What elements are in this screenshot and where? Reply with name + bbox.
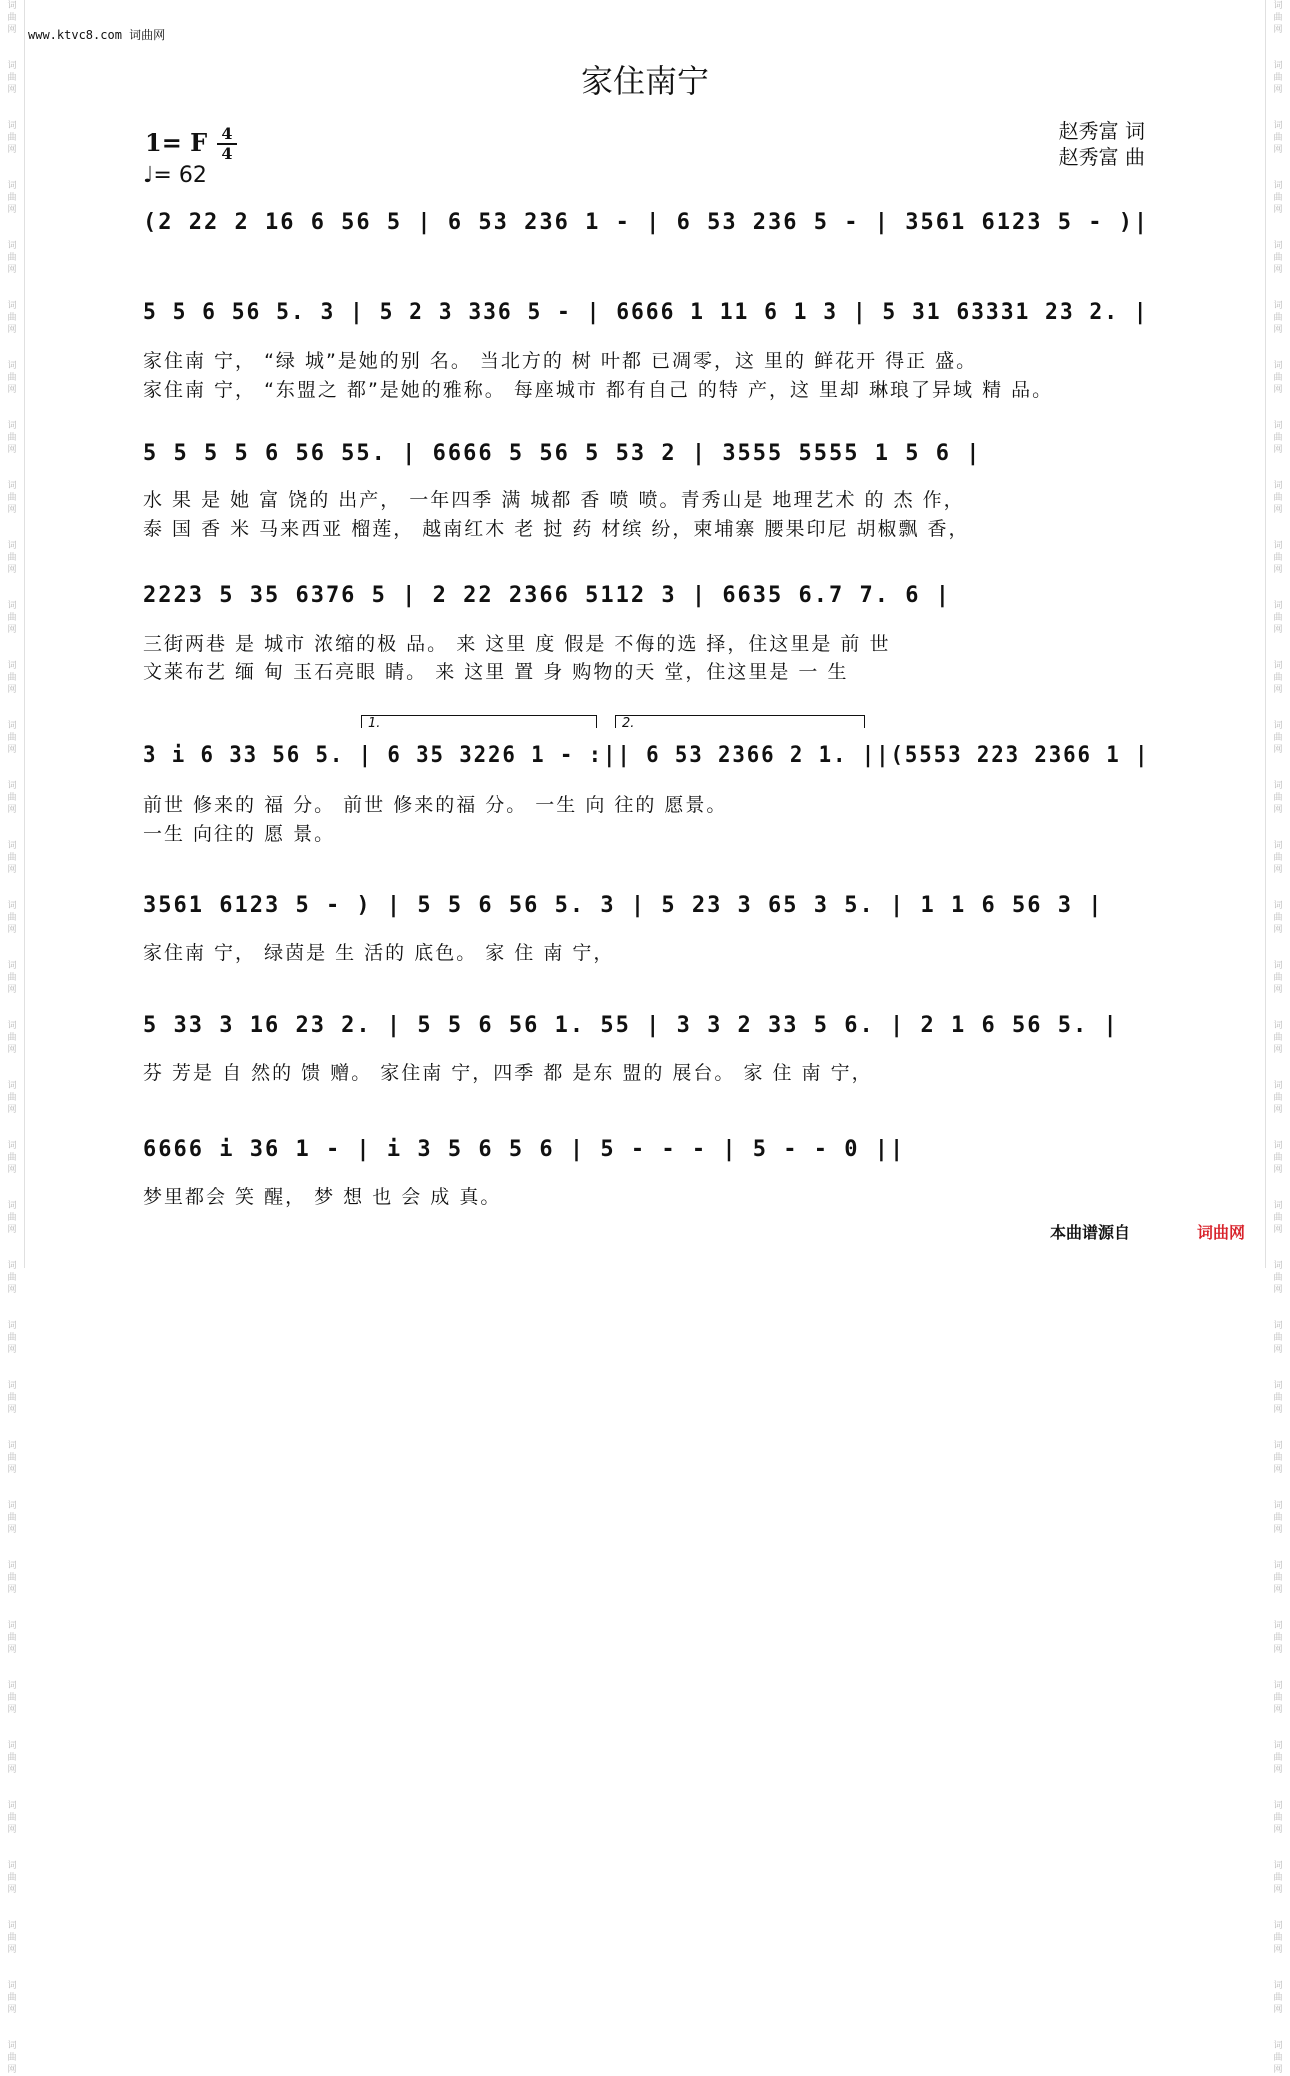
- watermark-text: 词 曲 网: [7, 1141, 17, 1175]
- watermark-text: 词 曲 网: [7, 1621, 17, 1655]
- watermark-text: 词 曲 网: [1273, 721, 1283, 755]
- watermark-text: 词 曲 网: [1273, 1561, 1283, 1595]
- notation-line: 2223 5 35 6376 5 | 2 22 2366 5112 3 | 6635 6.7 7. 6 |: [143, 583, 951, 608]
- footer-site-link[interactable]: 词曲网: [1197, 1223, 1246, 1242]
- lyric-line-1: 家住南 宁， 绿茵是 生 活的 底色。 家 住 南 宁，: [143, 942, 615, 964]
- watermark-text: 词 曲 网: [1273, 661, 1283, 695]
- watermark-text: 词 曲 网: [1273, 1801, 1283, 1835]
- footer-source-label: 本曲谱源自: [1050, 1223, 1131, 1242]
- watermark-text: 词 曲 网: [7, 721, 17, 755]
- watermark-text: 词 曲 网: [7, 1081, 17, 1115]
- first-ending-bracket: 1.: [361, 715, 597, 728]
- watermark-text: 词 曲 网: [1273, 1741, 1283, 1775]
- watermark-text: 词 曲 网: [1273, 1141, 1283, 1175]
- watermark-text: 词 曲 网: [7, 1261, 17, 1295]
- watermark-text: 词 曲 网: [7, 481, 17, 515]
- watermark-text: 词 曲 网: [7, 541, 17, 575]
- watermark-text: 词 曲 网: [1273, 781, 1283, 815]
- watermark-text: 词 曲 网: [7, 661, 17, 695]
- notation-line: 6666 i 36 1 - | i 3 5 6 5 6 | 5 - - - | 5 - - 0 ||: [143, 1137, 906, 1162]
- watermark-text: 词 曲 网: [1273, 1261, 1283, 1295]
- watermark-text: 词 曲 网: [7, 1321, 17, 1355]
- watermark-text: 词 曲 网: [7, 961, 17, 995]
- watermark-text: 词 曲 网: [7, 301, 17, 335]
- watermark-text: 词 曲 网: [1273, 601, 1283, 635]
- watermark-text: 词 曲 网: [1273, 1981, 1283, 2015]
- watermark-text: 词 曲 网: [1273, 961, 1283, 995]
- lyric-line-1: 家住南 宁， “绿 城”是她的别 名。 当北方的 树 叶都 已凋零，这 里的 鲜花开 得正 盛。: [143, 350, 978, 372]
- watermark-text: 词 曲 网: [1273, 1, 1283, 35]
- watermark-text: 词 曲 网: [1273, 61, 1283, 95]
- credits: [1059, 118, 1145, 170]
- notation-line: 3 i 6 33 56 5. | 6 35 3226 1 - :|| 6 53 2366 2 1. ||(5553 223 2366 1 |: [143, 743, 1150, 768]
- lyric-line-2: 家住南 宁， “东盟之 都”是她的雅称。 每座城市 都有自己 的特 产，这 里却 琳琅了异域 精 品。: [143, 379, 1054, 401]
- watermark-text: 词 曲 网: [7, 1861, 17, 1895]
- watermark-text: 词 曲 网: [7, 1921, 17, 1955]
- watermark-text: 词 曲 网: [7, 121, 17, 155]
- key-signature: 1= F: [145, 128, 208, 157]
- second-ending-bracket: 2.: [615, 715, 865, 728]
- source-url[interactable]: www.ktvc8.com 词曲网: [28, 28, 166, 42]
- watermark-text: 词 曲 网: [1273, 1621, 1283, 1655]
- watermark-text: 词 曲 网: [7, 2041, 17, 2075]
- watermark-text: 词 曲 网: [1273, 121, 1283, 155]
- watermark-text: 词 曲 网: [7, 1801, 17, 1835]
- watermark-text: 词 曲 网: [7, 61, 17, 95]
- tempo-value: = 62: [153, 163, 207, 188]
- quarter-note-icon: ♩: [143, 163, 154, 188]
- lyric-line-2: 文莱布艺 缅 甸 玉石亮眼 睛。 来 这里 置 身 购物的天 堂，住这里是 一 生: [143, 661, 849, 683]
- watermark-text: 词 曲 网: [1273, 301, 1283, 335]
- lyricist-credit: 赵秀富 词: [1058, 119, 1145, 143]
- watermark-text: 词 曲 网: [7, 361, 17, 395]
- lyric-line-1: 前世 修来的 福 分。 前世 修来的福 分。 一生 向 往的 愿景。: [143, 794, 728, 816]
- watermark-text: 词 曲 网: [7, 1561, 17, 1595]
- notation-line: 5 5 5 5 6 56 55. | 6666 5 56 5 53 2 | 3555 5555 1 5 6 |: [143, 441, 982, 466]
- watermark-text: 词 曲 网: [1273, 1861, 1283, 1895]
- watermark-text: 词 曲 网: [7, 421, 17, 455]
- watermark-text: 词 曲 网: [7, 601, 17, 635]
- watermark-text: 词 曲 网: [7, 1741, 17, 1775]
- watermark-text: 词 曲 网: [1273, 481, 1283, 515]
- watermark-text: 词 曲 网: [1273, 1321, 1283, 1355]
- lyric-line-2: 一生 向往的 愿 景。: [143, 823, 336, 845]
- watermark-text: 词 曲 网: [7, 841, 17, 875]
- notation-line: (2 22 2 16 6 56 5 | 6 53 236 1 - | 6 53 236 5 - | 3561 6123 5 - )|: [143, 210, 1150, 235]
- watermark-text: 词 曲 网: [7, 181, 17, 215]
- lyric-line-1: 三街两巷 是 城市 浓缩的极 品。 来 这里 度 假是 不侮的选 择，住这里是 前 世: [143, 633, 891, 655]
- watermark-text: 词 曲 网: [1273, 1441, 1283, 1475]
- lyric-line-1: 梦里都会 笑 醒， 梦 想 也 会 成 真。: [143, 1186, 502, 1208]
- watermark-text: 词 曲 网: [7, 781, 17, 815]
- watermark-text: 词 曲 网: [7, 1381, 17, 1415]
- notation-line: 3561 6123 5 - ) | 5 5 6 56 5. 3 | 5 23 3 65 3 5. | 1 1 6 56 3 |: [143, 893, 1104, 918]
- watermark-text: 词 曲 网: [7, 241, 17, 275]
- song-title: 家住南宁: [580, 62, 709, 100]
- watermark-text: 词 曲 网: [7, 901, 17, 935]
- watermark-text: 词 曲 网: [1273, 841, 1283, 875]
- watermark-text: 词 曲 网: [1273, 541, 1283, 575]
- watermark-text: 词 曲 网: [1273, 901, 1283, 935]
- notation-line: 5 33 3 16 23 2. | 5 5 6 56 1. 55 | 3 3 2 33 5 6. | 2 1 6 56 5. |: [143, 1013, 1119, 1038]
- tempo-marking: [143, 163, 207, 188]
- time-signature: [217, 126, 237, 162]
- watermark-text: 词 曲 网: [1273, 1201, 1283, 1235]
- watermark-text: 词 曲 网: [7, 1681, 17, 1715]
- left-watermark-strip: [0, 0, 25, 2075]
- watermark-text: 词 曲 网: [1273, 181, 1283, 215]
- watermark-text: 词 曲 网: [1273, 1501, 1283, 1535]
- watermark-text: 词 曲 网: [1273, 1021, 1283, 1055]
- watermark-text: 词 曲 网: [1273, 361, 1283, 395]
- watermark-text: 词 曲 网: [1273, 1681, 1283, 1715]
- lyric-line-2: 泰 国 香 米 马来西亚 榴莲， 越南红木 老 挝 药 材缤 纷，柬埔寨 腰果印尼 胡椒飘 香，: [143, 518, 970, 540]
- watermark-text: 词 曲 网: [1273, 421, 1283, 455]
- composer-credit: 赵秀富 曲: [1058, 145, 1145, 169]
- watermark-text: 词 曲 网: [1273, 2041, 1283, 2075]
- watermark-text: 词 曲 网: [7, 1501, 17, 1535]
- watermark-text: 词 曲 网: [7, 1441, 17, 1475]
- watermark-text: 词 曲 网: [1273, 1081, 1283, 1115]
- watermark-text: 词 曲 网: [7, 1201, 17, 1235]
- lyric-line-1: 芬 芳是 自 然的 馈 赠。 家住南 宁，四季 都 是东 盟的 展台。 家 住 南 宁，: [143, 1062, 873, 1084]
- right-watermark-strip: [1265, 0, 1290, 2075]
- lyric-line-1: 水 果 是 她 富 饶的 出产， 一年四季 满 城都 香 喷 喷。青秀山是 地理艺术 的 杰 作，: [143, 489, 965, 511]
- watermark-text: 词 曲 网: [1273, 1381, 1283, 1415]
- notation-line: 5 5 6 56 5. 3 | 5 2 3 336 5 - | 6666 1 11 6 1 3 | 5 31 63331 23 2. |: [143, 300, 1149, 325]
- watermark-text: 词 曲 网: [7, 1, 17, 35]
- watermark-text: 词 曲 网: [1273, 241, 1283, 275]
- time-signature-bottom: 4: [221, 144, 233, 163]
- time-signature-top: 4: [221, 124, 233, 143]
- watermark-text: 词 曲 网: [1273, 1921, 1283, 1955]
- watermark-text: 词 曲 网: [7, 1981, 17, 2015]
- watermark-text: 词 曲 网: [7, 1021, 17, 1055]
